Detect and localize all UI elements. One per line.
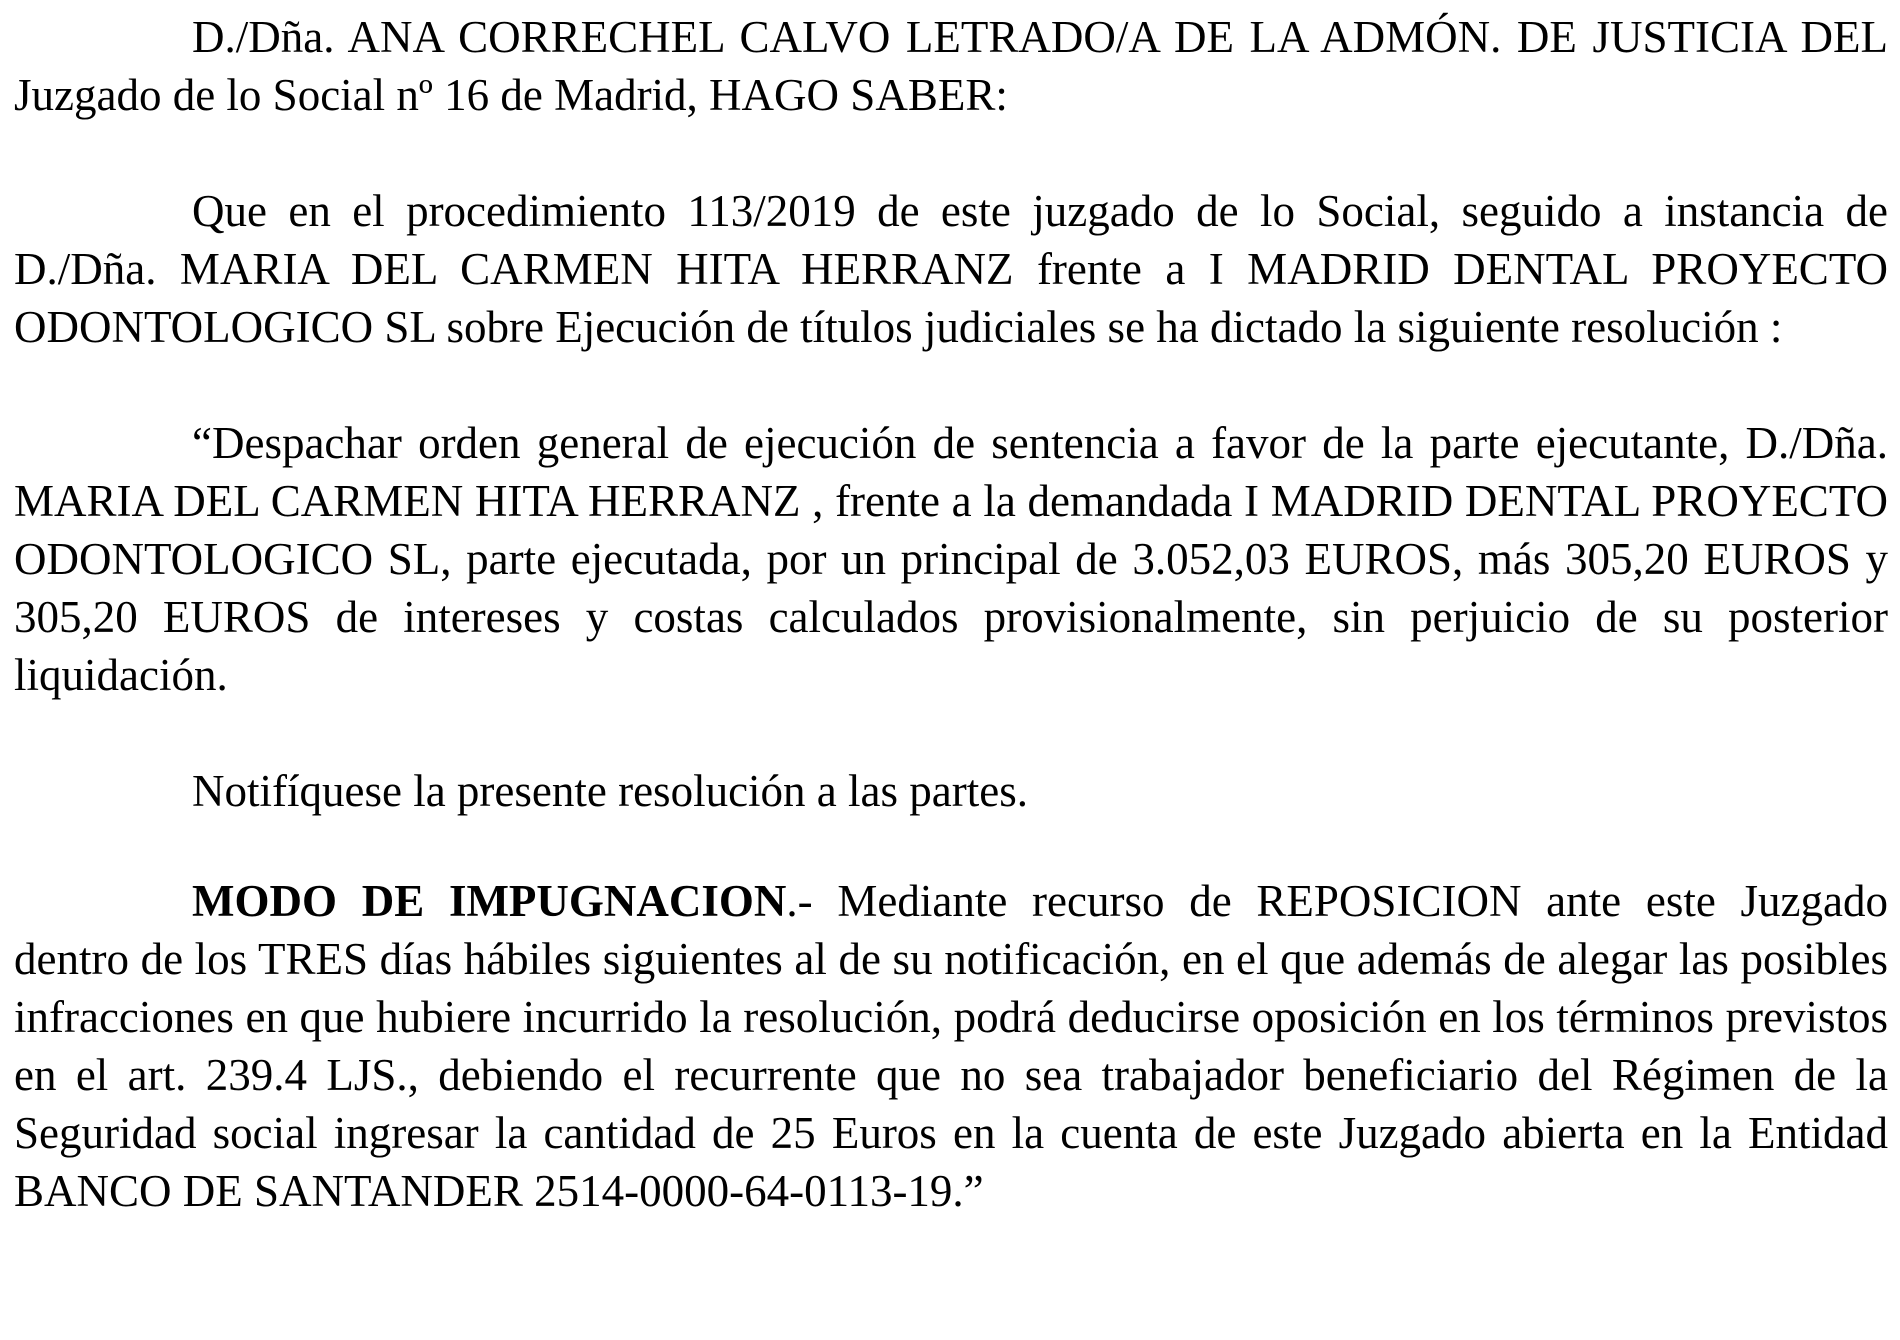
impugnation-paragraph — [14, 872, 1888, 1220]
notify-paragraph: Notifíquese la presente resolución a las partes. — [192, 766, 1028, 816]
spacer — [14, 704, 1888, 762]
document-page — [14, 8, 1888, 1220]
resolution-paragraph: “Despachar orden general de ejecución de sentencia a favor de la parte ejecutante, D./Dña. MARIA DEL CARMEN HITA HERRANZ , frente a la demandada I MADRID DENTAL PROYECTO ODONTOLOGICO SL, parte ejecutada, por un principal de 3.052,03 EUROS, más 305,20 EUROS y 305,20 EUROS de intereses y costas calculados provisionalmente, sin perjuicio de su posterior liquidación. — [14, 418, 1888, 700]
impugnation-text: .- Mediante recurso de REPOSICION ante este Juzgado dentro de los TRES días hábiles siguientes al de su notificación, en el que además de alegar las posibles infracciones en que hubiere incurrido la resolución, podrá deducirse oposición en los términos previstos en el art. 239.4 LJS., debiendo el recurrente que no sea trabajador beneficiario del Régimen de la Seguridad social ingresar la cantidad de 25 Euros en la cuenta de este Juzgado abierta en la Entidad BANCO DE SANTANDER 2514-0000-64-0113-19.” — [14, 876, 1888, 1216]
intro-paragraph: Que en el procedimiento 113/2019 de este juzgado de lo Social, seguido a instancia de D./Dña. MARIA DEL CARMEN HITA HERRANZ frente a I MADRID DENTAL PROYECTO ODONTOLOGICO SL sobre Ejecución de títulos judiciales se ha dictado la siguiente resolución : — [14, 186, 1888, 352]
spacer — [14, 124, 1888, 182]
header-paragraph: D./Dña. ANA CORRECHEL CALVO LETRADO/A DE LA ADMÓN. DE JUSTICIA DEL Juzgado de lo Social nº 16 de Madrid, HAGO SABER: — [14, 12, 1888, 120]
impugnation-heading: MODO DE IMPUGNACION — [192, 876, 787, 926]
spacer — [14, 820, 1888, 872]
spacer — [14, 356, 1888, 414]
